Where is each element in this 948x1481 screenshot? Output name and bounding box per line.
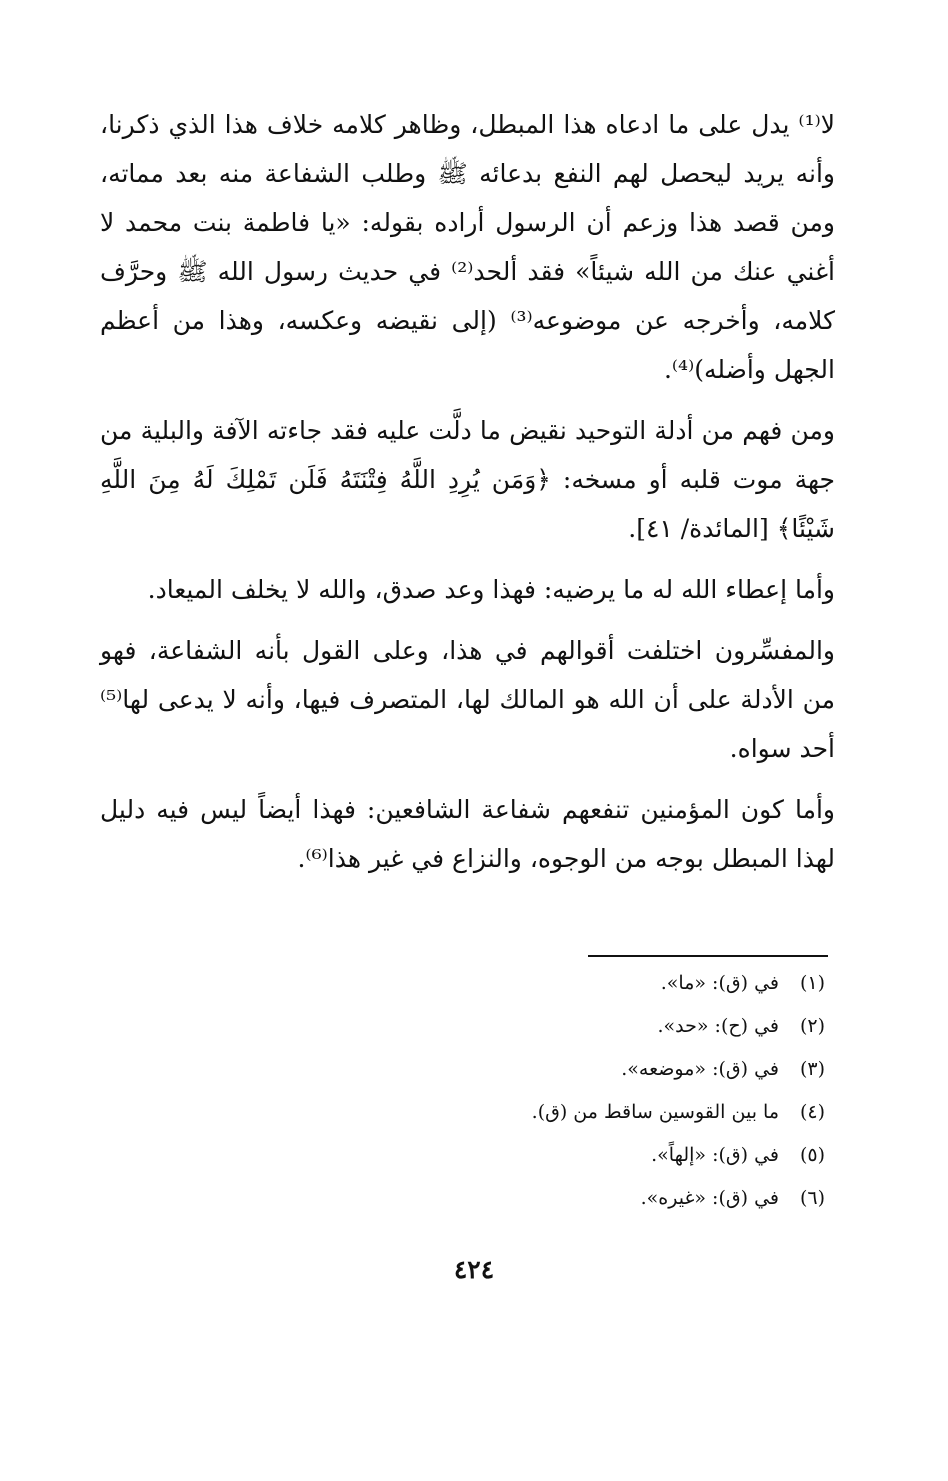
footnote-item (300, 1091, 825, 1134)
footnote-item (300, 1177, 825, 1220)
footnote-number: (٢) (799, 1015, 825, 1037)
page-number: ٤٢٤ (453, 1255, 495, 1284)
footnote-number: (٤) (799, 1101, 825, 1123)
footnote-text: في (ق): «غيره». (640, 1187, 779, 1209)
footnote-item (300, 1048, 825, 1091)
paragraph-5: وأما كون المؤمنين تنفعهم شفاعة الشافعين: فهذا أيضاً ليس فيه دليل لهذا المبطل بوجه من الوجوه، والنزاع في غير هذا⁽⁶⁾. (100, 795, 835, 873)
main-text (100, 100, 835, 883)
footnote-text: في (ق): «ما». (660, 972, 779, 994)
footnote-number: (١) (799, 972, 825, 994)
footnotes (300, 962, 825, 1220)
paragraph-2: ومن فهم من أدلة التوحيد نقيض ما دلَّت عليه فقد جاءته الآفة والبلية من جهة موت قلبه أو مسخه: ﴿وَمَن يُرِدِ اللَّهُ فِتْنَتَهُ فَلَن تَمْلِكَ لَهُ مِنَ اللَّهِ شَيْئًا﴾ [المائدة/ ٤١]. (100, 416, 835, 543)
footnote-item (300, 1134, 825, 1177)
footnote-divider (588, 955, 828, 957)
footnote-number: (٣) (799, 1058, 825, 1080)
footnote-item (300, 962, 825, 1005)
footnote-item (300, 1005, 825, 1048)
footnote-text: في (ق): «إلهاً». (651, 1144, 779, 1166)
footnote-text: ما بين القوسين ساقط من (ق). (531, 1101, 779, 1123)
footnote-text: في (ح): «حد». (657, 1015, 779, 1037)
footnote-text: في (ق): «موضعه». (621, 1058, 779, 1080)
footnote-number: (٥) (799, 1144, 825, 1166)
paragraph-1: لا⁽¹⁾ يدل على ما ادعاه هذا المبطل، وظاهر كلامه خلاف هذا الذي ذكرنا، وأنه يريد ليحصل لهم النفع بدعائه ﷺ وطلب الشفاعة منه بعد مماته، ومن قصد هذا وزعم أن الرسول أراده بقوله: «يا فاطمة بنت محمد لا أغني عنك من الله شيئاً» فقد ألحد⁽²⁾ في حديث رسول الله ﷺ وحرَّف كلامه، وأخرجه عن موضوعه⁽³⁾ (إلى نقيضه وعكسه، وهذا من أعظم الجهل وأضله)⁽⁴⁾. (100, 110, 835, 384)
paragraph-3: وأما إعطاء الله له ما يرضيه: فهذا وعد صدق، والله لا يخلف الميعاد. (147, 575, 835, 604)
footnote-number: (٦) (799, 1187, 825, 1209)
paragraph-4: والمفسِّرون اختلفت أقوالهم في هذا، وعلى القول بأنه الشفاعة، فهو من الأدلة على أن الله هو المالك لها، المتصرف فيها، وأنه لا يدعى لها⁽⁵⁾ أحد سواه. (100, 636, 835, 763)
